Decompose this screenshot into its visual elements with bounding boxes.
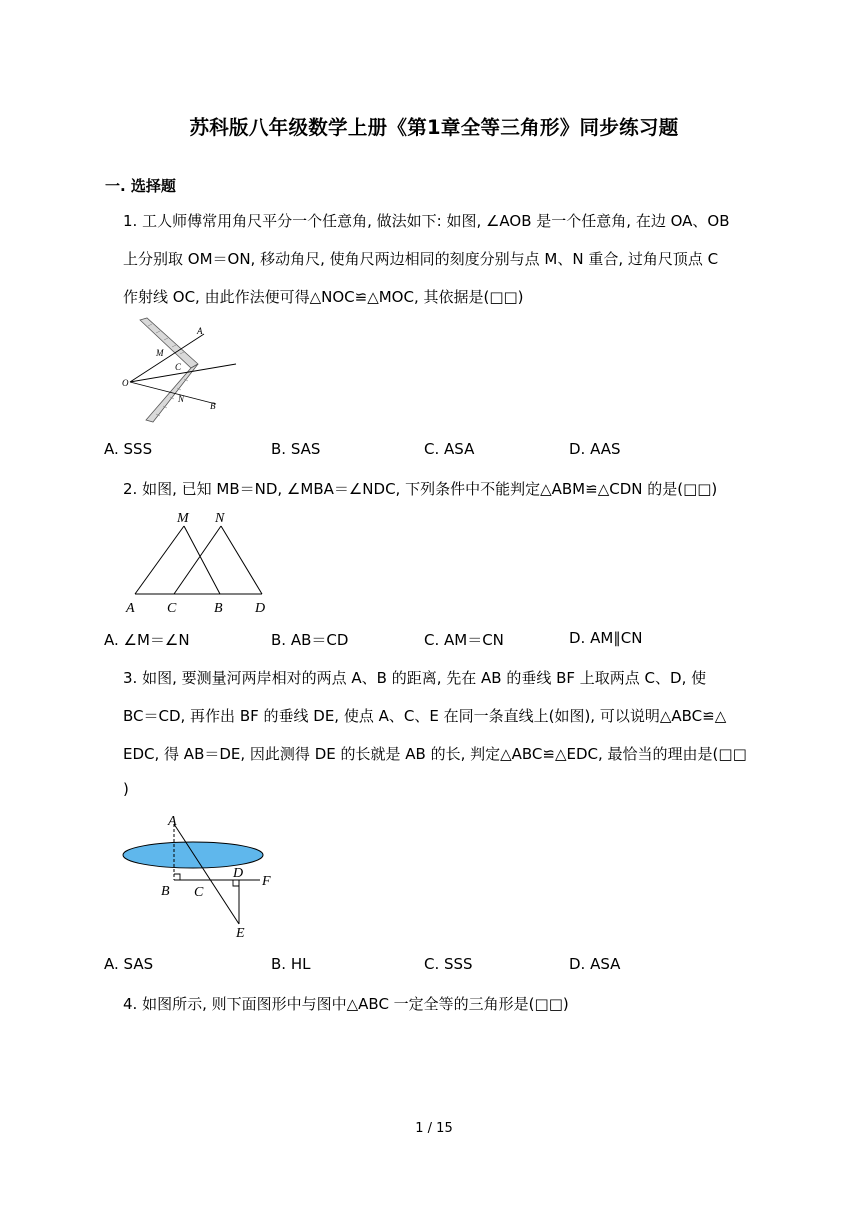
q3-label-e: E: [236, 926, 245, 941]
segment-cn: [174, 526, 221, 594]
q2-label-n: N: [215, 511, 225, 526]
q2-option-c[interactable]: C. AM＝CN: [424, 631, 504, 649]
q3-line-4: ): [123, 780, 129, 798]
segment-am: [135, 526, 184, 594]
q3-line-1: 3. 如图, 要测量河两岸相对的两点 A、B 的距离, 先在 AB 的垂线 BF 上取两点 C、D, 使: [123, 669, 707, 687]
ray-ob: [130, 382, 216, 404]
q2-option-a[interactable]: A. ∠M＝∠N: [104, 631, 190, 649]
q1-label-a: A: [197, 326, 203, 336]
q1-label-m: M: [156, 348, 164, 358]
segment-mb: [184, 526, 220, 594]
q2-label-a: A: [126, 601, 135, 616]
section-heading: 一. 选择题: [105, 177, 176, 195]
q3-option-d[interactable]: D. ASA: [569, 955, 621, 973]
q3-option-c[interactable]: C. SSS: [424, 955, 473, 973]
q3-label-f: F: [262, 874, 271, 889]
q3-figure-river: [118, 810, 280, 942]
q4-line-1: 4. 如图所示, 则下面图形中与图中△ABC 一定全等的三角形是(□□): [123, 995, 569, 1013]
q2-label-d: D: [255, 601, 266, 616]
q3-option-b[interactable]: B. HL: [271, 955, 311, 973]
q1-option-d[interactable]: D. AAS: [569, 440, 621, 458]
page-title: 苏科版八年级数学上册《第1章全等三角形》同步练习题: [189, 116, 679, 139]
q1-option-c[interactable]: C. ASA: [424, 440, 475, 458]
q3-label-b: B: [161, 884, 170, 899]
q2-line-1: 2. 如图, 已知 MB＝ND, ∠MBA＝∠NDC, 下列条件中不能判定△ABM≌△CDN 的是(□□): [123, 480, 718, 498]
q1-line-2: 上分别取 OM＝ON, 移动角尺, 使角尺两边相同的刻度分别与点 M、N 重合, 过角尺顶点 C: [123, 250, 719, 268]
page-number: 1 / 15: [415, 1121, 453, 1136]
q2-label-c: C: [167, 601, 177, 616]
q3-label-d: D: [233, 866, 244, 881]
q2-label-b: B: [214, 601, 223, 616]
q2-label-m: M: [177, 511, 189, 526]
q1-line-3: 作射线 OC, 由此作法便可得△NOC≌△MOC, 其依据是(□□): [123, 288, 524, 306]
q1-label-o: O: [122, 378, 129, 388]
q3-label-a: A: [168, 814, 177, 829]
q1-option-b[interactable]: B. SAS: [271, 440, 321, 458]
q1-figure-angle-ruler: [118, 316, 240, 426]
right-angle-b: [174, 874, 180, 880]
river-ellipse: [123, 842, 263, 868]
q3-line-2: BC＝CD, 再作出 BF 的垂线 DE, 使点 A、C、E 在同一条直线上(如图), 可以说明△ABC≌△: [123, 707, 727, 725]
q2-option-d[interactable]: D. AM∥CN: [569, 629, 643, 647]
q1-option-a[interactable]: A. SSS: [104, 440, 153, 458]
q1-label-c: C: [175, 362, 182, 372]
q3-label-c: C: [194, 885, 204, 900]
q3-option-a[interactable]: A. SAS: [104, 955, 154, 973]
q2-figure-triangles: [120, 506, 272, 618]
q3-line-3: EDC, 得 AB＝DE, 因此测得 DE 的长就是 AB 的长, 判定△ABC≌△EDC, 最恰当的理由是(□□: [123, 745, 747, 763]
q1-label-n: N: [178, 394, 185, 404]
q2-option-b[interactable]: B. AB＝CD: [271, 631, 349, 649]
q1-label-b: B: [210, 401, 216, 411]
segment-nd: [221, 526, 262, 594]
segment-ae: [174, 824, 239, 924]
q1-line-1: 1. 工人师傅常用角尺平分一个任意角, 做法如下: 如图, ∠AOB 是一个任意角, 在边 OA、OB: [123, 212, 730, 230]
